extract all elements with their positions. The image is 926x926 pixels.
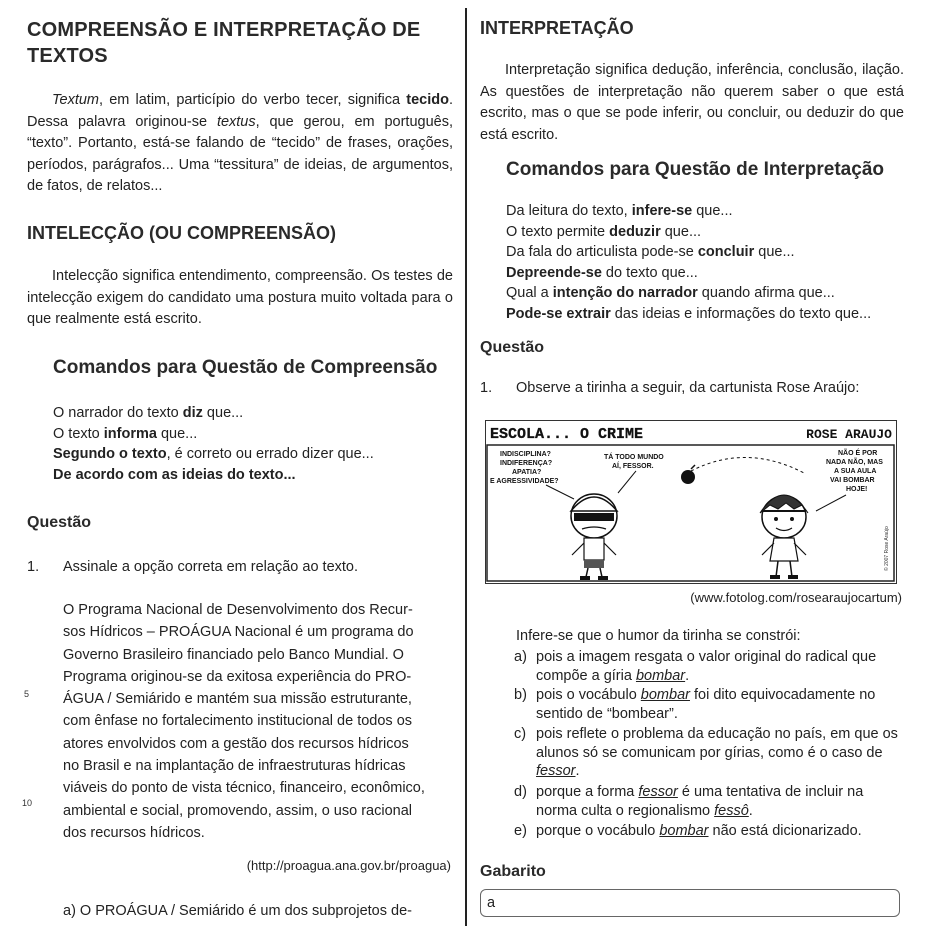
bubble-right-line: HOJE! xyxy=(846,486,868,493)
interpretacao-commands-heading: Comandos para Questão de Interpretação xyxy=(506,159,884,180)
bubble-right-line: NADA NÃO, MAS xyxy=(826,459,883,466)
comic-drawing xyxy=(486,421,896,583)
intro-paragraph: Textum, em latim, particípio do verbo tecer, significa tecido. Dessa palavra originou-se textus, que gerou, em português, “texto”. Portanto, está-se falando de “tecido” de frases, orações, períodos, parágrafos... Uma “tessitura” de ideias, de argumentos, de fatos, de relatos... xyxy=(27,92,453,194)
page-title-line-1: COMPREENSÃO E INTERPRETAÇÃO DE xyxy=(27,19,421,41)
command-item: Da leitura do texto, infere-se que... xyxy=(506,203,733,219)
bubble-mid-line: TÁ TODO MUNDO xyxy=(604,454,664,461)
bomb-icon xyxy=(681,470,695,484)
intelleccao-heading: INTELECÇÃO (OU COMPREENSÃO) xyxy=(27,223,337,243)
command-item: Depreende-se do texto que... xyxy=(506,264,698,281)
interpretacao-heading: INTERPRETAÇÃO xyxy=(480,18,634,38)
options-intro: Infere-se que o humor da tirinha se constrói: xyxy=(516,628,801,644)
page-title-line-2: TEXTOS xyxy=(27,45,108,67)
command-item: Da fala do articulista pode-se concluir que... xyxy=(506,244,795,260)
bubble-left-line: INDISCIPLINA? xyxy=(500,451,551,458)
left-source-citation: (http://proagua.ana.gov.br/proagua) xyxy=(246,858,451,873)
left-option-a: a) O PROÁGUA / Semiárido é um dos subprojetos de- xyxy=(63,903,412,919)
comic-title: ESCOLA... O CRIME xyxy=(490,426,644,443)
answer-heading: Gabarito xyxy=(480,863,546,880)
page-title xyxy=(27,17,420,69)
option-c: c) pois reflete o problema da educação no país, em que os alunos só se comunicam por gírias, como é o caso de fessor. xyxy=(514,726,898,779)
option-e: e) porque o vocábulo bombar não está dicionarizado. xyxy=(514,823,862,839)
bubble-left-line: APATIA? xyxy=(512,469,542,476)
option-b: b) pois o vocábulo bombar foi dito equivocadamente no sentido de “bombear”. xyxy=(514,687,876,722)
interpretacao-commands-list xyxy=(506,201,906,324)
command-item: Pode-se extrair das ideias e informações do texto que... xyxy=(506,305,872,322)
compreensao-commands-heading: Comandos para Questão de Compreensão xyxy=(53,357,438,378)
left-question-number: 1. xyxy=(27,559,40,575)
comic-copyright: © 2007 Rose Araújo xyxy=(884,526,890,571)
left-question-prompt: Assinale a opção correta em relação ao texto. xyxy=(63,559,358,575)
intelleccao-paragraph: Intelecção significa entendimento, compreensão. Os testes de intelecção exigem do candidato uma postura muito voltada para o que realmente está escrito. xyxy=(27,268,453,327)
command-item: De acordo com as ideias do texto... xyxy=(53,466,296,483)
line-number-5: 5 xyxy=(24,689,30,699)
comic-strip xyxy=(485,420,897,584)
bubble-mid-line: AÍ, FESSOR. xyxy=(612,463,654,470)
right-question-heading: Questão xyxy=(480,339,545,356)
command-item: O texto informa que... xyxy=(53,425,198,442)
left-question-heading: Questão xyxy=(27,514,92,531)
bubble-left-line: INDIFERENÇA? xyxy=(500,460,553,467)
comic-source-citation: (www.fotolog.com/rosearaujocartum) xyxy=(690,590,902,605)
right-question-prompt: Observe a tirinha a seguir, da cartunista Rose Araújo: xyxy=(516,380,860,396)
right-question-number: 1. xyxy=(480,380,493,396)
command-item: Segundo o texto, é correto ou errado dizer que... xyxy=(53,446,374,462)
command-item: O texto permite deduzir que... xyxy=(506,223,702,240)
command-item: O narrador do texto diz que... xyxy=(53,405,244,421)
comic-author: ROSE ARAUJO xyxy=(806,427,892,442)
answer-field[interactable]: a xyxy=(480,889,900,917)
bubble-right-line: A SUA AULA xyxy=(834,468,877,475)
option-a: a) pois a imagem resgata o valor original do radical que compõe a gíria bombar. xyxy=(514,649,877,684)
interpretacao-paragraph: Interpretação significa dedução, inferência, conclusão, ilação. As questões de interpretação não querem saber o que está escrito, mas o que se pode inferir, ou concluir, ou deduzir do que está escrito. xyxy=(480,62,904,143)
bubble-right-line: VAI BOMBAR xyxy=(830,477,875,484)
line-number-10: 10 xyxy=(22,798,33,808)
bubble-left-line: E AGRESSIVIDADE? xyxy=(490,478,559,485)
column-divider xyxy=(465,8,467,926)
option-d: d) porque a forma fessor é uma tentativa de incluir na norma culta o regionalismo fessô. xyxy=(514,784,864,819)
passage-text: O Programa Nacional de Desenvolvimento dos Recur- sos Hídricos – PROÁGUA Nacional é um programa do Governo Brasileiro financiado pelo Banco Mundial. O Programa originou-se da exitosa experiência do PRO- ÁGUA / Semiárido e mantém sua missão estruturante, com ênfase no fortalecimento institucional de todos os atores envolvidos com a gestão dos recursos hídricos no Brasil e na implantação de infraestruturas hídricas viáveis do ponto de vista técnico, financeiro, econômico, ambiental e social, promovendo, assim, o uso racional dos recursos hídricos. xyxy=(63,602,425,841)
compreensao-commands-list xyxy=(53,403,453,485)
command-item: Qual a intenção do narrador quando afirma que... xyxy=(506,285,835,301)
bubble-right-line: NÃO É POR xyxy=(838,450,878,457)
